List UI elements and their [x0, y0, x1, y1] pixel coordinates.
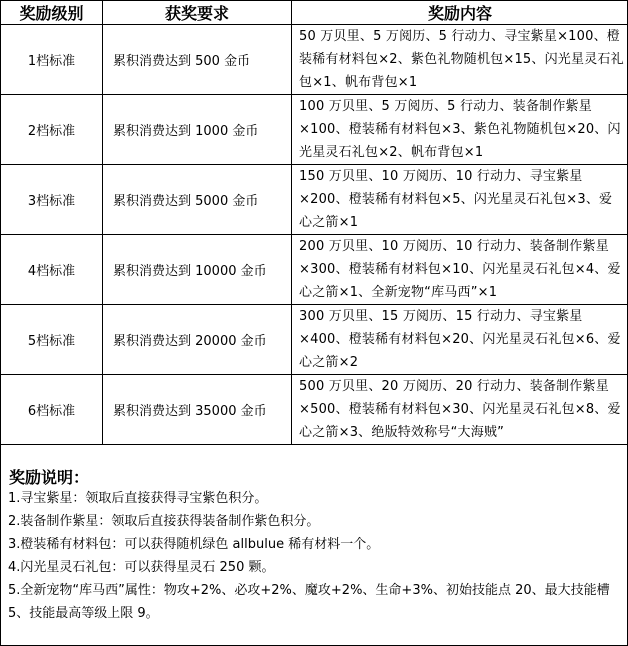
table-header-row — [1, 1, 628, 25]
reward-cell: 300 万贝里、15 万阅历、15 行动力、寻宝紫星×400、橙装稀有材料包×20、闪光星灵石礼包×6、爱心之箭×2 — [292, 305, 628, 375]
note-item: 4.闪光星灵石礼包：可以获得星灵石 250 颗。 — [8, 560, 275, 575]
level-cell: 6档标准 — [1, 375, 103, 445]
table-row — [1, 375, 628, 445]
reward-cell: 200 万贝里、10 万阅历、10 行动力、装备制作紫星×300、橙装稀有材料包×10、闪光星灵石礼包×4、爱心之箭×1、全新宠物“库马西”×1 — [292, 235, 628, 305]
requirement-cell: 累积消费达到 5000 金币 — [103, 165, 292, 235]
requirement-cell: 累积消费达到 35000 金币 — [103, 375, 292, 445]
requirement-cell: 累积消费达到 500 金币 — [103, 25, 292, 95]
requirement-cell: 累积消费达到 20000 金币 — [103, 305, 292, 375]
notes-title: 奖励说明： — [9, 468, 90, 487]
level-cell: 4档标准 — [1, 235, 103, 305]
note-item: 5.全新宠物“库马西”属性：物攻+2%、必攻+2%、魔攻+2%、生命+3%、初始技能点 20、最大技能槽 5、技能最高等级上限 9。 — [8, 583, 610, 621]
header-requirement: 获奖要求 — [103, 1, 292, 25]
level-cell: 2档标准 — [1, 95, 103, 165]
header-reward: 奖励内容 — [292, 1, 628, 25]
table-row — [1, 95, 628, 165]
level-cell: 3档标准 — [1, 165, 103, 235]
table-row — [1, 165, 628, 235]
requirement-cell: 累积消费达到 1000 金币 — [103, 95, 292, 165]
table-row — [1, 305, 628, 375]
reward-cell: 50 万贝里、5 万阅历、5 行动力、寻宝紫星×100、橙装稀有材料包×2、紫色礼物随机包×15、闪光星灵石礼包×1、帆布背包×1 — [292, 25, 628, 95]
header-level: 奖励级别 — [1, 1, 103, 25]
table-row — [1, 235, 628, 305]
reward-cell: 100 万贝里、5 万阅历、5 行动力、装备制作紫星×100、橙装稀有材料包×3、紫色礼物随机包×20、闪光星灵石礼包×2、帆布背包×1 — [292, 95, 628, 165]
reward-cell: 500 万贝里、20 万阅历、20 行动力、装备制作紫星×500、橙装稀有材料包×30、闪光星灵石礼包×8、爱心之箭×3、绝版特效称号“大海贼” — [292, 375, 628, 445]
note-item: 1.寻宝紫星：领取后直接获得寻宝紫色积分。 — [8, 491, 268, 506]
level-cell: 5档标准 — [1, 305, 103, 375]
note-item: 2.装备制作紫星：领取后直接获得装备制作紫色积分。 — [8, 514, 320, 529]
table-row — [1, 25, 628, 95]
requirement-cell: 累积消费达到 10000 金币 — [103, 235, 292, 305]
level-cell: 1档标准 — [1, 25, 103, 95]
note-item: 3.橙装稀有材料包：可以获得随机绿色 allbulue 稀有材料一个。 — [8, 537, 380, 552]
reward-cell: 150 万贝里、10 万阅历、10 行动力、寻宝紫星×200、橙装稀有材料包×5、闪光星灵石礼包×3、爱心之箭×1 — [292, 165, 628, 235]
